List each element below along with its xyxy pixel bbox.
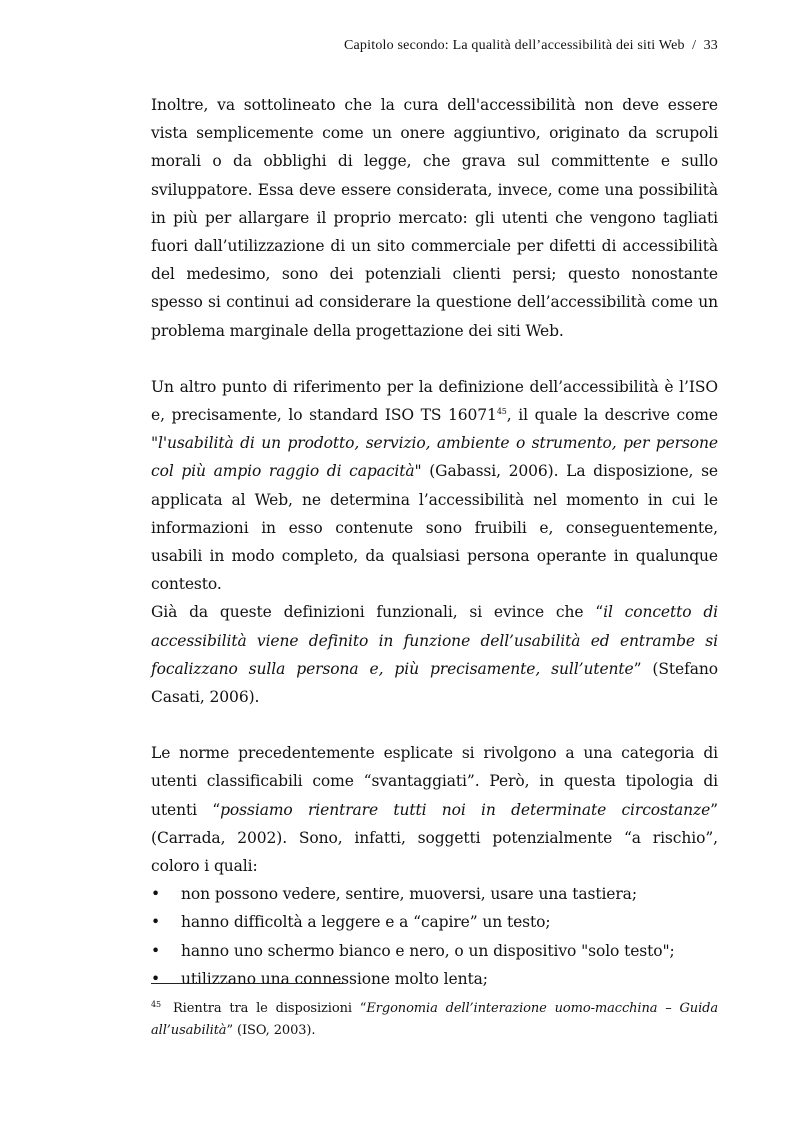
paragraph-4-quote: possiamo rientrare tutti noi in determinate circostanze	[220, 800, 711, 819]
bullet-list	[151, 880, 718, 993]
list-item-text: non possono vedere, sentire, muoversi, usare una tastiera;	[181, 885, 637, 904]
paragraph-3-text-a: Già da queste definizioni funzionali, si evince che “	[151, 603, 604, 622]
footnote-divider	[151, 983, 343, 984]
list-item-text: hanno difficoltà a leggere e a “capire” un testo;	[181, 913, 551, 932]
running-title: Capitolo secondo: La qualità dell’accessibilità dei siti Web	[343, 38, 685, 53]
paragraph-2-quote: l'usabilità di un prodotto, servizio, ambiente o strumento, per persone col più ampio raggio di capacità	[151, 434, 718, 481]
list-item-text: hanno uno schermo bianco e nero, o un dispositivo "solo testo";	[181, 941, 675, 960]
paragraph-1	[151, 91, 718, 345]
paragraph-gap	[151, 345, 718, 373]
paragraph-4	[151, 739, 718, 880]
paragraph-3-quote: il concetto di accessibilità viene definito in funzione dell’usabilità ed entrambe si focalizzano sulla persona e, più precisamente, sull’utente	[151, 603, 718, 678]
footnote-quote: Ergonomia dell’interazione uomo-macchina – Guida all’usabilità	[151, 1001, 718, 1038]
paragraph-2-text-c: " (Gabassi, 2006). La disposizione, se applicata al Web, ne determina l’accessibilità nel momento in cui le informazioni in esso contenute sono fruibili e, conseguentemente, usabili in modo completo, da qualsiasi persona operante in qualunque contesto.	[151, 462, 718, 594]
paragraph-gap	[151, 711, 718, 739]
paragraph-2-text-a: Un altro punto di riferimento per la definizione dell’accessibilità è l’ISO e, precisamente, lo standard ISO TS 16071	[151, 377, 718, 425]
running-header	[150, 38, 718, 54]
paragraph-1-text: Inoltre, va sottolineato che la cura dell'accessibilità non deve essere vista semplicemente come un onere aggiuntivo, originato da scrupoli morali o da obblighi di legge, che grava sul committente e sullo sviluppatore. Essa deve essere considerata, invece, come una possibilità in più per allargare il proprio mercato: gli utenti che vengono tagliati fuori dall’utilizzazione di un sito commerciale per difetti di accessibilità del medesimo, sono dei potenziali clienti persi; questo nonostante spesso si continui ad considerare la questione dell’accessibilità come un problema marginale della progettazione dei siti Web.	[151, 96, 718, 340]
footnote-reference[interactable]: 45	[496, 407, 507, 417]
header-separator: /	[692, 38, 697, 53]
bullet-icon: •	[151, 941, 161, 960]
bullet-icon: •	[151, 969, 161, 988]
bullet-icon: •	[151, 885, 161, 904]
footnote-text-b: ” (ISO, 2003).	[226, 1023, 316, 1038]
paragraph-4-text-b: ” (Carrada, 2002). Sono, infatti, soggetti potenzialmente “a rischio”, coloro i quali:	[151, 800, 718, 876]
footnote-text-a: Rientra tra le disposizioni “	[172, 1001, 367, 1016]
bullet-icon: •	[151, 913, 161, 932]
footnote-number: 45	[151, 1000, 161, 1009]
list-item	[151, 908, 718, 936]
footnote	[151, 998, 718, 1042]
paragraph-4-text-a: Le norme precedentemente esplicate si rivolgono a una categoria di utenti classificabili come “svantaggiati”. Però, in questa tipologia di utenti “	[151, 744, 718, 819]
main-text	[151, 91, 718, 993]
list-item	[151, 965, 718, 993]
list-item	[151, 937, 718, 965]
paragraph-3-text-b: ” (Stefano Casati, 2006).	[151, 659, 718, 707]
paragraph-2	[151, 373, 718, 599]
paragraph-2-text-b: , il quale la descrive come "	[151, 406, 718, 453]
list-item	[151, 880, 718, 908]
list-item-text: utilizzano una connessione molto lenta;	[181, 969, 488, 988]
page-number: 33	[703, 38, 718, 53]
paragraph-3	[151, 598, 718, 711]
